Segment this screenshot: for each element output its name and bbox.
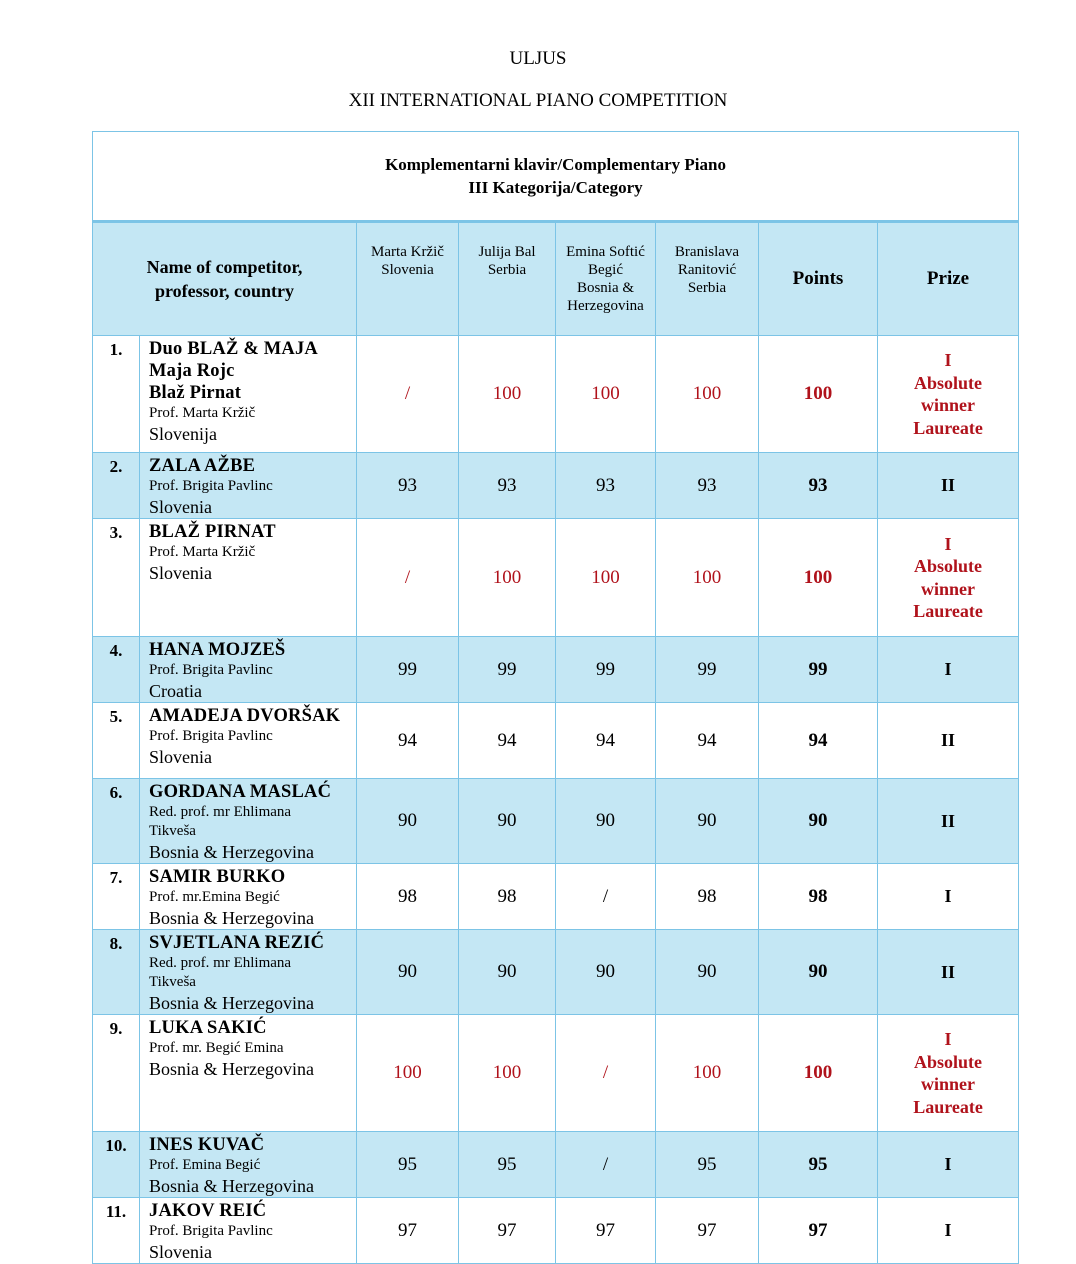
competitor-row — [93, 930, 1019, 1015]
judge-score: 90 — [459, 779, 556, 864]
competitor-info — [140, 703, 357, 779]
competitor-country: Bosnia & Herzegovina — [149, 842, 314, 862]
judge-score: 95 — [459, 1132, 556, 1198]
judge-score: 90 — [556, 930, 656, 1015]
competitor-row — [93, 336, 1019, 453]
judge-score: 93 — [656, 453, 759, 519]
judge-score: 100 — [459, 336, 556, 453]
competitor-name: SVJETLANA REZIĆ — [149, 933, 325, 953]
row-number: 1. — [93, 336, 140, 453]
total-points: 99 — [759, 637, 878, 703]
category-title — [93, 132, 1019, 222]
judge-score: 100 — [556, 336, 656, 453]
prize-line: I — [944, 886, 952, 907]
competitor-name: Duo BLAŽ & MAJA — [149, 339, 318, 359]
judge-score: 97 — [357, 1198, 459, 1264]
judge-name-line: Emina Softić — [566, 244, 645, 260]
prize-line: I — [944, 1029, 952, 1049]
competitor-info — [140, 930, 357, 1015]
judge-score: 90 — [556, 779, 656, 864]
total-points: 100 — [759, 519, 878, 637]
header-competitor-line1: Name of competitor, — [146, 257, 303, 277]
total-points: 100 — [759, 336, 878, 453]
prize-cell — [878, 930, 1019, 1015]
judge-name-line: Branislava — [674, 244, 740, 260]
competitor-row — [93, 1198, 1019, 1264]
prize-line: II — [941, 475, 956, 496]
prize-line: II — [941, 961, 956, 982]
judge-name-line: Bosnia & — [576, 280, 635, 296]
header-prize: Prize — [878, 222, 1019, 336]
judge-name-line: Julija Bal — [478, 244, 536, 260]
header-competitor — [93, 222, 357, 336]
competitor-row — [93, 519, 1019, 637]
competitor-country: Bosnia & Herzegovina — [149, 993, 314, 1013]
judge-score: 95 — [656, 1132, 759, 1198]
professor-name: Prof. mr.Emina Begić — [149, 889, 280, 905]
total-points: 94 — [759, 703, 878, 779]
results-table — [92, 131, 1019, 1264]
prize-cell — [878, 1015, 1019, 1132]
professor-name: Prof. mr. Begić Emina — [149, 1040, 284, 1056]
category-title-line2: III Kategorija/Category — [468, 178, 643, 197]
total-points: 93 — [759, 453, 878, 519]
competitor-row — [93, 453, 1019, 519]
judge-score: 93 — [459, 453, 556, 519]
competitor-info — [140, 336, 357, 453]
prize-cell — [878, 336, 1019, 453]
row-number: 7. — [93, 864, 140, 930]
judge-score: 100 — [459, 519, 556, 637]
judge-score: / — [556, 864, 656, 930]
row-number: 10. — [93, 1132, 140, 1198]
professor-name: Prof. Brigita Pavlinc — [149, 1223, 273, 1239]
competitor-info — [140, 779, 357, 864]
competitor-name: INES KUVAČ — [149, 1135, 265, 1155]
total-points: 100 — [759, 1015, 878, 1132]
judge-score: 99 — [357, 637, 459, 703]
row-number: 8. — [93, 930, 140, 1015]
professor-name: Prof. Brigita Pavlinc — [149, 478, 273, 494]
judge-score: 100 — [656, 336, 759, 453]
judge-score: 93 — [357, 453, 459, 519]
organization-title: ULJUS — [509, 48, 567, 69]
prize-line: I — [944, 533, 952, 554]
professor-name: Tikveša — [149, 823, 196, 839]
judge-score: 90 — [656, 779, 759, 864]
competitor-info — [140, 1198, 357, 1264]
judge-score: 100 — [556, 519, 656, 637]
competitor-name: Maja Rojc — [149, 361, 235, 381]
prize-line: Absolute — [914, 1051, 983, 1072]
prize-line: Absolute — [914, 372, 983, 393]
prize-cell — [878, 864, 1019, 930]
row-number: 3. — [93, 519, 140, 637]
judge-score: / — [556, 1015, 656, 1132]
table-title-row — [93, 132, 1019, 222]
competitor-row — [93, 864, 1019, 930]
judge-score: 94 — [656, 703, 759, 779]
professor-name: Red. prof. mr Ehlimana — [149, 955, 292, 971]
competitor-row — [93, 1015, 1019, 1132]
judge-name-line: Ranitović — [677, 262, 737, 278]
competitor-row — [93, 779, 1019, 864]
prize-line: I — [944, 1154, 952, 1175]
prize-line: II — [941, 810, 956, 831]
prize-cell — [878, 453, 1019, 519]
competitor-info — [140, 519, 357, 637]
competitor-country: Bosnia & Herzegovina — [149, 908, 314, 928]
judge-score: 90 — [656, 930, 759, 1015]
competitor-row — [93, 1132, 1019, 1198]
judge-score: 95 — [357, 1132, 459, 1198]
prize-line: winner — [921, 1074, 976, 1094]
competitor-country: Slovenia — [149, 747, 212, 767]
prize-cell — [878, 1132, 1019, 1198]
judge-score: 90 — [357, 930, 459, 1015]
judge-score: 94 — [459, 703, 556, 779]
header-points: Points — [759, 222, 878, 336]
prize-line: I — [944, 350, 952, 370]
judge-name-line: Herzegovina — [567, 298, 644, 314]
competitor-row — [93, 637, 1019, 703]
competitor-row — [93, 703, 1019, 779]
competitor-info — [140, 864, 357, 930]
total-points: 90 — [759, 779, 878, 864]
total-points: 95 — [759, 1132, 878, 1198]
total-points: 97 — [759, 1198, 878, 1264]
judge-score: 99 — [556, 637, 656, 703]
judge-score: 99 — [459, 637, 556, 703]
competitor-info — [140, 637, 357, 703]
row-number: 4. — [93, 637, 140, 703]
professor-name: Prof. Marta Kržič — [149, 405, 256, 421]
prize-line: I — [944, 659, 952, 680]
judge-score: 100 — [656, 519, 759, 637]
prize-cell — [878, 1198, 1019, 1264]
total-points: 90 — [759, 930, 878, 1015]
prize-line: I — [944, 1220, 952, 1241]
competitor-name: Blaž Pirnat — [149, 383, 242, 403]
row-number: 5. — [93, 703, 140, 779]
header-competitor-line2: professor, country — [155, 281, 294, 301]
competitor-name: BLAŽ PIRNAT — [149, 522, 276, 542]
competitor-country: Bosnia & Herzegovina — [149, 1176, 314, 1196]
judge-score: / — [556, 1132, 656, 1198]
competitor-name: GORDANA MASLAĆ — [149, 782, 332, 802]
competitor-name: SAMIR BURKO — [149, 867, 286, 887]
professor-name: Prof. Emina Begić — [149, 1157, 261, 1173]
prize-line: II — [941, 730, 956, 751]
judge-score: 98 — [459, 864, 556, 930]
judge-score: 97 — [556, 1198, 656, 1264]
judge-score: 94 — [357, 703, 459, 779]
judge-name-line: Serbia — [687, 280, 727, 296]
professor-name: Red. prof. mr Ehlimana — [149, 804, 292, 820]
row-number: 9. — [93, 1015, 140, 1132]
competitor-info — [140, 1132, 357, 1198]
competitor-country: Slovenia — [149, 563, 212, 583]
category-title-line1: Komplementarni klavir/Complementary Piano — [385, 155, 726, 174]
judge-name-line: Serbia — [487, 262, 527, 278]
competitor-name: JAKOV REIĆ — [149, 1201, 267, 1221]
judge-score: 97 — [656, 1198, 759, 1264]
prize-cell — [878, 519, 1019, 637]
professor-name: Prof. Brigita Pavlinc — [149, 662, 273, 678]
row-number: 11. — [93, 1198, 140, 1264]
professor-name: Prof. Brigita Pavlinc — [149, 728, 273, 744]
judge-score: 100 — [656, 1015, 759, 1132]
prize-line: winner — [921, 395, 976, 415]
prize-cell — [878, 779, 1019, 864]
competition-title: XII INTERNATIONAL PIANO COMPETITION — [348, 90, 728, 111]
judge-score: 98 — [357, 864, 459, 930]
judge-name-line: Marta Kržič — [371, 244, 444, 260]
judge-score: 98 — [656, 864, 759, 930]
judge-name-line: Slovenia — [381, 262, 434, 278]
judge-score: 93 — [556, 453, 656, 519]
prize-line: Laureate — [913, 1096, 983, 1117]
competitor-info — [140, 453, 357, 519]
prize-line: Absolute — [914, 556, 983, 576]
judge-score: / — [357, 336, 459, 453]
header-judge-1 — [357, 222, 459, 336]
competitor-country: Slovenia — [149, 497, 212, 517]
judge-score: 90 — [459, 930, 556, 1015]
competitor-name: AMADEJA DVORŠAK — [149, 706, 341, 726]
competitor-name: LUKA SAKIĆ — [149, 1018, 267, 1038]
judge-name-line: Begić — [588, 262, 623, 278]
header-judge-3 — [556, 222, 656, 336]
competitor-country: Slovenia — [149, 1242, 212, 1262]
judge-score: 99 — [656, 637, 759, 703]
competitor-name: HANA MOJZEŠ — [149, 640, 286, 660]
prize-cell — [878, 637, 1019, 703]
total-points: 98 — [759, 864, 878, 930]
prize-cell — [878, 703, 1019, 779]
professor-name: Tikveša — [149, 974, 196, 990]
prize-line: Laureate — [913, 417, 983, 438]
row-number: 6. — [93, 779, 140, 864]
judge-score: 100 — [357, 1015, 459, 1132]
header-judge-2 — [459, 222, 556, 336]
professor-name: Prof. Marta Kržič — [149, 544, 256, 560]
judge-score: 100 — [459, 1015, 556, 1132]
prize-line: Laureate — [913, 601, 983, 621]
row-number: 2. — [93, 453, 140, 519]
prize-line: winner — [921, 578, 976, 599]
competitor-country: Bosnia & Herzegovina — [149, 1059, 314, 1079]
judge-score: / — [357, 519, 459, 637]
competitor-info — [140, 1015, 357, 1132]
judge-score: 90 — [357, 779, 459, 864]
judge-score: 97 — [459, 1198, 556, 1264]
competitor-country: Slovenija — [149, 424, 217, 444]
table-header-row — [93, 222, 1019, 336]
judge-score: 94 — [556, 703, 656, 779]
competitor-name: ZALA AŽBE — [149, 456, 256, 476]
header-judge-4 — [656, 222, 759, 336]
competitor-country: Croatia — [149, 681, 202, 701]
